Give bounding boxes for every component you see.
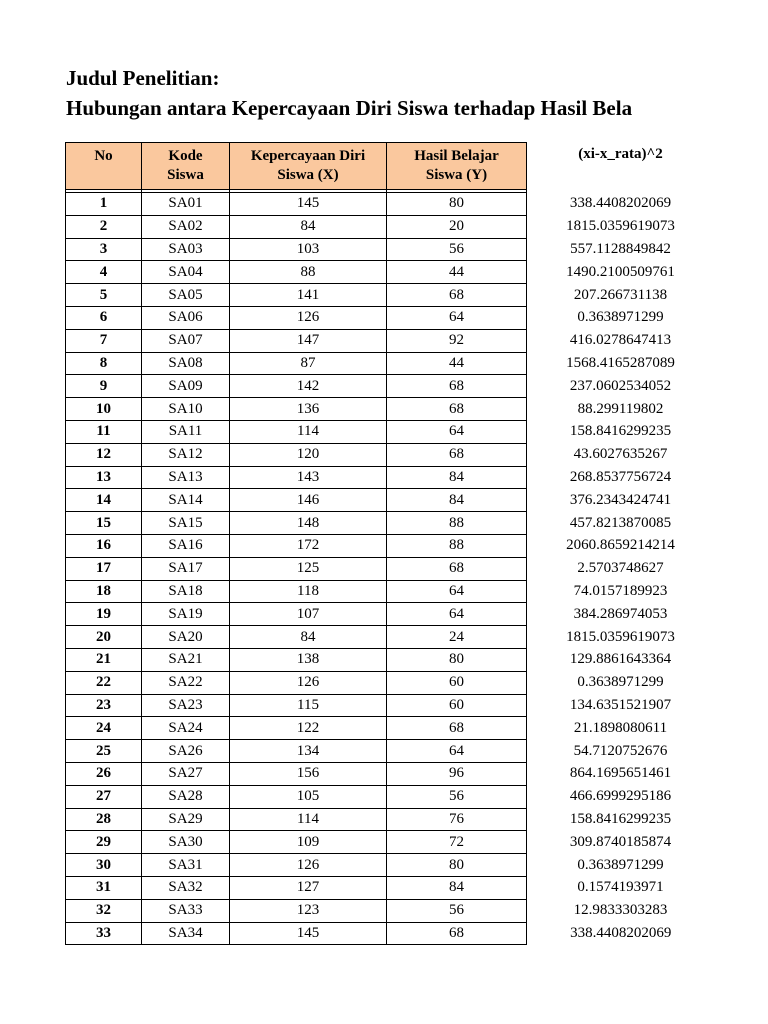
cell-no: 23 <box>66 694 142 717</box>
cell-squared-deviation: 54.7120752676 <box>573 742 668 759</box>
cell-no: 6 <box>66 306 142 329</box>
cell-squared-deviation: 864.1695651461 <box>569 765 672 782</box>
cell-squared-deviation: 0.3638971299 <box>577 674 664 691</box>
cell-kepercayaan-diri: 126 <box>230 854 387 877</box>
cell-kepercayaan-diri: 127 <box>230 876 387 899</box>
cell-squared-deviation: 158.8416299235 <box>569 423 672 440</box>
col-header-x-line2: Siswa (X) <box>277 167 339 183</box>
cell-hasil-belajar: 64 <box>387 306 527 329</box>
table-row <box>66 489 715 512</box>
cell-hasil-belajar: 44 <box>387 261 527 284</box>
table-row <box>66 648 715 671</box>
cell-kepercayaan-diri: 143 <box>230 466 387 489</box>
cell-hasil-belajar: 68 <box>387 922 527 945</box>
cell-kode: SA01 <box>142 193 230 216</box>
cell-hasil-belajar: 96 <box>387 762 527 785</box>
cell-hasil-belajar: 72 <box>387 831 527 854</box>
cell-kepercayaan-diri: 123 <box>230 899 387 922</box>
cell-hasil-belajar: 84 <box>387 466 527 489</box>
cell-hasil-belajar: 68 <box>387 557 527 580</box>
cell-no: 33 <box>66 922 142 945</box>
cell-kode: SA13 <box>142 466 230 489</box>
cell-kepercayaan-diri: 146 <box>230 489 387 512</box>
cell-no: 3 <box>66 238 142 261</box>
cell-squared-deviation: 88.299119802 <box>577 400 664 417</box>
cell-hasil-belajar: 88 <box>387 512 527 535</box>
table-row <box>66 899 715 922</box>
cell-kode: SA08 <box>142 352 230 375</box>
table-row <box>66 512 715 535</box>
cell-kode: SA17 <box>142 557 230 580</box>
cell-squared-deviation: 309.8740185874 <box>569 833 672 850</box>
table-row <box>66 762 715 785</box>
cell-kepercayaan-diri: 84 <box>230 626 387 649</box>
cell-kepercayaan-diri: 126 <box>230 306 387 329</box>
cell-no: 11 <box>66 420 142 443</box>
table-row <box>66 443 715 466</box>
cell-squared-deviation: 338.4408202069 <box>569 195 672 212</box>
cell-squared-deviation: 21.1898080611 <box>573 719 668 736</box>
cell-squared-deviation: 158.8416299235 <box>569 810 672 827</box>
cell-hasil-belajar: 84 <box>387 876 527 899</box>
cell-kode: SA10 <box>142 398 230 421</box>
cell-hasil-belajar: 68 <box>387 443 527 466</box>
col-header-calc: (xi-x_rata)^2 <box>527 143 715 190</box>
cell-kode: SA22 <box>142 671 230 694</box>
cell-squared-deviation: 1815.0359619073 <box>566 218 675 235</box>
cell-no: 14 <box>66 489 142 512</box>
cell-hasil-belajar: 92 <box>387 329 527 352</box>
cell-kode: SA09 <box>142 375 230 398</box>
cell-hasil-belajar: 60 <box>387 694 527 717</box>
cell-kepercayaan-diri: 136 <box>230 398 387 421</box>
cell-kode: SA30 <box>142 831 230 854</box>
cell-hasil-belajar: 64 <box>387 740 527 763</box>
cell-no: 8 <box>66 352 142 375</box>
cell-no: 24 <box>66 717 142 740</box>
table-row <box>66 603 715 626</box>
cell-kode: SA16 <box>142 534 230 557</box>
cell-hasil-belajar: 64 <box>387 603 527 626</box>
cell-kepercayaan-diri: 125 <box>230 557 387 580</box>
table-row <box>66 238 715 261</box>
cell-kepercayaan-diri: 114 <box>230 420 387 443</box>
cell-hasil-belajar: 44 <box>387 352 527 375</box>
cell-hasil-belajar: 68 <box>387 375 527 398</box>
cell-no: 29 <box>66 831 142 854</box>
cell-kode: SA24 <box>142 717 230 740</box>
cell-hasil-belajar: 24 <box>387 626 527 649</box>
cell-kode: SA06 <box>142 306 230 329</box>
cell-kepercayaan-diri: 141 <box>230 284 387 307</box>
cell-hasil-belajar: 76 <box>387 808 527 831</box>
cell-hasil-belajar: 64 <box>387 580 527 603</box>
cell-no: 21 <box>66 648 142 671</box>
cell-no: 10 <box>66 398 142 421</box>
cell-kepercayaan-diri: 156 <box>230 762 387 785</box>
cell-hasil-belajar: 56 <box>387 238 527 261</box>
cell-kode: SA19 <box>142 603 230 626</box>
cell-kode: SA18 <box>142 580 230 603</box>
cell-squared-deviation: 2060.8659214214 <box>566 537 675 554</box>
cell-kepercayaan-diri: 120 <box>230 443 387 466</box>
cell-squared-deviation: 0.3638971299 <box>577 856 664 873</box>
cell-hasil-belajar: 80 <box>387 648 527 671</box>
table-row <box>66 580 715 603</box>
cell-squared-deviation: 376.2343424741 <box>569 491 672 508</box>
cell-kepercayaan-diri: 142 <box>230 375 387 398</box>
table-row <box>66 785 715 808</box>
table-row <box>66 671 715 694</box>
cell-squared-deviation: 207.266731138 <box>573 286 668 303</box>
cell-hasil-belajar: 80 <box>387 193 527 216</box>
col-header-no-text: No <box>94 148 113 164</box>
cell-kepercayaan-diri: 115 <box>230 694 387 717</box>
cell-squared-deviation: 129.8861643364 <box>569 651 672 668</box>
cell-squared-deviation: 2.5703748627 <box>577 560 664 577</box>
cell-no: 1 <box>66 193 142 216</box>
cell-kepercayaan-diri: 145 <box>230 193 387 216</box>
cell-kode: SA11 <box>142 420 230 443</box>
cell-no: 4 <box>66 261 142 284</box>
cell-kepercayaan-diri: 148 <box>230 512 387 535</box>
cell-kode: SA27 <box>142 762 230 785</box>
header-row <box>66 143 715 190</box>
table-row <box>66 284 715 307</box>
cell-kode: SA03 <box>142 238 230 261</box>
cell-kepercayaan-diri: 87 <box>230 352 387 375</box>
cell-no: 25 <box>66 740 142 763</box>
cell-kode: SA29 <box>142 808 230 831</box>
table-row <box>66 876 715 899</box>
cell-no: 19 <box>66 603 142 626</box>
table-row <box>66 808 715 831</box>
cell-kepercayaan-diri: 114 <box>230 808 387 831</box>
cell-no: 30 <box>66 854 142 877</box>
table-row <box>66 420 715 443</box>
cell-no: 18 <box>66 580 142 603</box>
cell-kode: SA12 <box>142 443 230 466</box>
cell-kode: SA33 <box>142 899 230 922</box>
cell-squared-deviation: 1490.2100509761 <box>566 263 675 280</box>
cell-kepercayaan-diri: 118 <box>230 580 387 603</box>
cell-no: 26 <box>66 762 142 785</box>
table-row <box>66 329 715 352</box>
table-body <box>66 193 715 945</box>
cell-squared-deviation: 466.6999295186 <box>569 788 672 805</box>
table-row <box>66 534 715 557</box>
table-row <box>66 215 715 238</box>
cell-kode: SA05 <box>142 284 230 307</box>
cell-squared-deviation: 12.9833303283 <box>573 902 668 919</box>
cell-kepercayaan-diri: 107 <box>230 603 387 626</box>
cell-kode: SA23 <box>142 694 230 717</box>
cell-no: 9 <box>66 375 142 398</box>
cell-kode: SA07 <box>142 329 230 352</box>
cell-kepercayaan-diri: 134 <box>230 740 387 763</box>
cell-kode: SA15 <box>142 512 230 535</box>
cell-squared-deviation: 43.6027635267 <box>573 446 668 463</box>
cell-kode: SA14 <box>142 489 230 512</box>
cell-hasil-belajar: 64 <box>387 420 527 443</box>
table-row <box>66 352 715 375</box>
cell-squared-deviation: 0.3638971299 <box>577 309 664 326</box>
cell-squared-deviation: 237.0602534052 <box>569 377 672 394</box>
cell-hasil-belajar: 80 <box>387 854 527 877</box>
table-row <box>66 306 715 329</box>
cell-no: 27 <box>66 785 142 808</box>
cell-kode: SA32 <box>142 876 230 899</box>
table-row <box>66 193 715 216</box>
col-header-y-line1: Hasil Belajar <box>414 148 499 164</box>
table-row <box>66 398 715 421</box>
cell-squared-deviation: 384.286974053 <box>573 605 668 622</box>
cell-kode: SA04 <box>142 261 230 284</box>
cell-kode: SA34 <box>142 922 230 945</box>
cell-kepercayaan-diri: 172 <box>230 534 387 557</box>
cell-hasil-belajar: 68 <box>387 398 527 421</box>
cell-no: 32 <box>66 899 142 922</box>
cell-kode: SA02 <box>142 215 230 238</box>
col-header-y <box>387 143 527 190</box>
col-header-kode-line1: Kode <box>168 148 203 164</box>
cell-squared-deviation: 457.8213870085 <box>569 514 672 531</box>
col-header-x-line1: Kepercayaan Diri <box>250 148 366 164</box>
cell-squared-deviation: 1568.4165287089 <box>566 354 675 371</box>
cell-hasil-belajar: 68 <box>387 717 527 740</box>
cell-no: 7 <box>66 329 142 352</box>
col-header-kode-line2: Siswa <box>167 167 204 183</box>
cell-kode: SA20 <box>142 626 230 649</box>
cell-squared-deviation: 557.1128849842 <box>570 240 671 257</box>
cell-kode: SA21 <box>142 648 230 671</box>
table-row <box>66 694 715 717</box>
col-header-kode <box>142 143 230 190</box>
table-row <box>66 922 715 945</box>
cell-no: 2 <box>66 215 142 238</box>
cell-hasil-belajar: 56 <box>387 785 527 808</box>
cell-squared-deviation: 268.8537756724 <box>569 468 672 485</box>
cell-no: 5 <box>66 284 142 307</box>
cell-kode: SA26 <box>142 740 230 763</box>
cell-hasil-belajar: 68 <box>387 284 527 307</box>
table-row <box>66 740 715 763</box>
cell-hasil-belajar: 84 <box>387 489 527 512</box>
table-row <box>66 557 715 580</box>
col-header-no <box>66 143 142 190</box>
cell-no: 12 <box>66 443 142 466</box>
cell-no: 13 <box>66 466 142 489</box>
cell-kode: SA28 <box>142 785 230 808</box>
cell-hasil-belajar: 88 <box>387 534 527 557</box>
cell-kepercayaan-diri: 138 <box>230 648 387 671</box>
col-header-x <box>230 143 387 190</box>
table-row <box>66 854 715 877</box>
cell-squared-deviation: 0.1574193971 <box>577 879 664 896</box>
data-table <box>65 142 715 945</box>
cell-no: 31 <box>66 876 142 899</box>
table-row <box>66 466 715 489</box>
cell-kepercayaan-diri: 109 <box>230 831 387 854</box>
cell-no: 16 <box>66 534 142 557</box>
cell-kepercayaan-diri: 84 <box>230 215 387 238</box>
cell-hasil-belajar: 56 <box>387 899 527 922</box>
cell-hasil-belajar: 60 <box>387 671 527 694</box>
cell-no: 22 <box>66 671 142 694</box>
cell-kepercayaan-diri: 145 <box>230 922 387 945</box>
research-title-label: Judul Penelitian: <box>66 66 220 90</box>
cell-kepercayaan-diri: 88 <box>230 261 387 284</box>
research-title: Hubungan antara Kepercayaan Diri Siswa terhadap Hasil Bela <box>66 96 633 120</box>
table-row <box>66 261 715 284</box>
col-header-y-line2: Siswa (Y) <box>425 167 488 183</box>
cell-no: 17 <box>66 557 142 580</box>
cell-hasil-belajar: 20 <box>387 215 527 238</box>
cell-kepercayaan-diri: 105 <box>230 785 387 808</box>
table-row <box>66 626 715 649</box>
cell-no: 15 <box>66 512 142 535</box>
cell-squared-deviation: 1815.0359619073 <box>566 628 675 645</box>
cell-no: 28 <box>66 808 142 831</box>
cell-squared-deviation: 74.0157189923 <box>573 582 668 599</box>
cell-squared-deviation: 134.6351521907 <box>569 696 672 713</box>
cell-no: 20 <box>66 626 142 649</box>
cell-kepercayaan-diri: 122 <box>230 717 387 740</box>
cell-kode: SA31 <box>142 854 230 877</box>
cell-squared-deviation: 338.4408202069 <box>570 924 672 941</box>
cell-kepercayaan-diri: 147 <box>230 329 387 352</box>
cell-kepercayaan-diri: 103 <box>230 238 387 261</box>
table-row <box>66 375 715 398</box>
cell-kepercayaan-diri: 126 <box>230 671 387 694</box>
table-row <box>66 717 715 740</box>
cell-squared-deviation: 416.0278647413 <box>569 332 672 349</box>
table-row <box>66 831 715 854</box>
